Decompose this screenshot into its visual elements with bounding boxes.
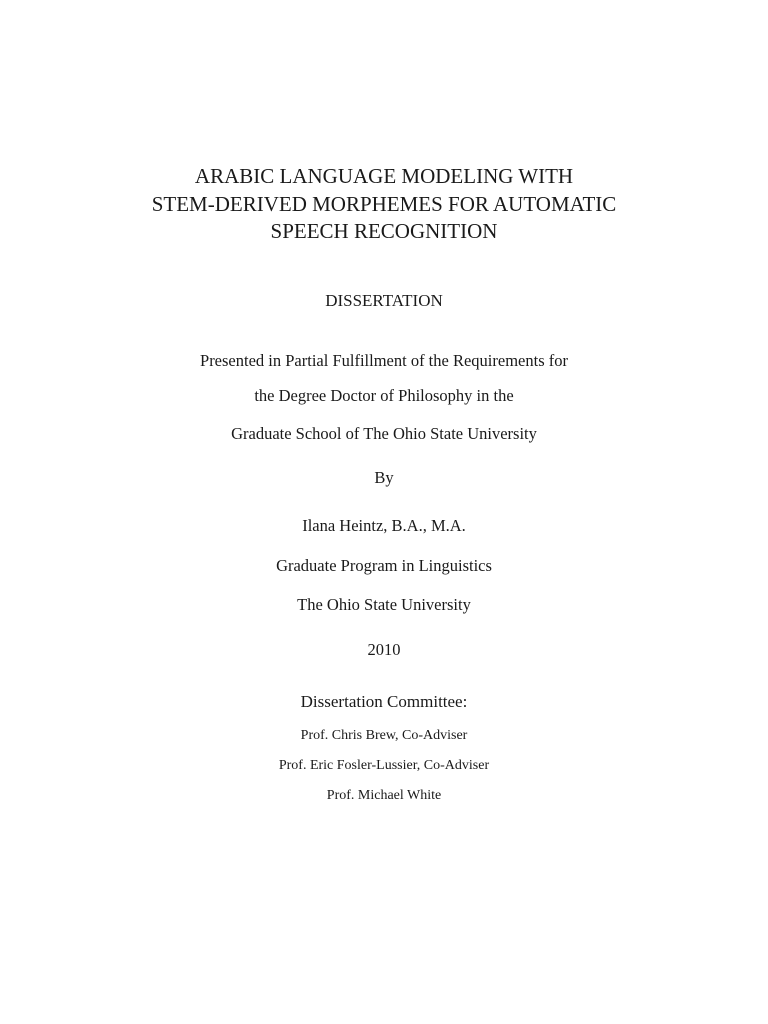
committee-member: Prof. Michael White bbox=[326, 788, 442, 803]
by-label: By bbox=[374, 468, 394, 487]
committee-heading: Dissertation Committee: bbox=[300, 692, 468, 711]
requirements-line-2: the Degree Doctor of Philosophy in the bbox=[254, 386, 514, 405]
committee-member: Prof. Chris Brew, Co-Adviser bbox=[300, 728, 468, 743]
requirements-line-3: Graduate School of The Ohio State University bbox=[231, 424, 537, 443]
author-name: Ilana Heintz, B.A., M.A. bbox=[302, 516, 466, 535]
requirements-line-1: Presented in Partial Fulfillment of the Requirements for bbox=[200, 351, 568, 370]
title-line-3: SPEECH RECOGNITION bbox=[270, 219, 498, 243]
title-line-1: ARABIC LANGUAGE MODELING WITH bbox=[194, 164, 574, 188]
graduate-program: Graduate Program in Linguistics bbox=[276, 556, 492, 575]
university-name: The Ohio State University bbox=[297, 595, 471, 614]
document-type: DISSERTATION bbox=[325, 291, 443, 310]
title-line-2: STEM-DERIVED MORPHEMES FOR AUTOMATIC bbox=[151, 192, 617, 216]
year: 2010 bbox=[367, 640, 401, 659]
committee-member: Prof. Eric Fosler-Lussier, Co-Adviser bbox=[278, 758, 490, 773]
